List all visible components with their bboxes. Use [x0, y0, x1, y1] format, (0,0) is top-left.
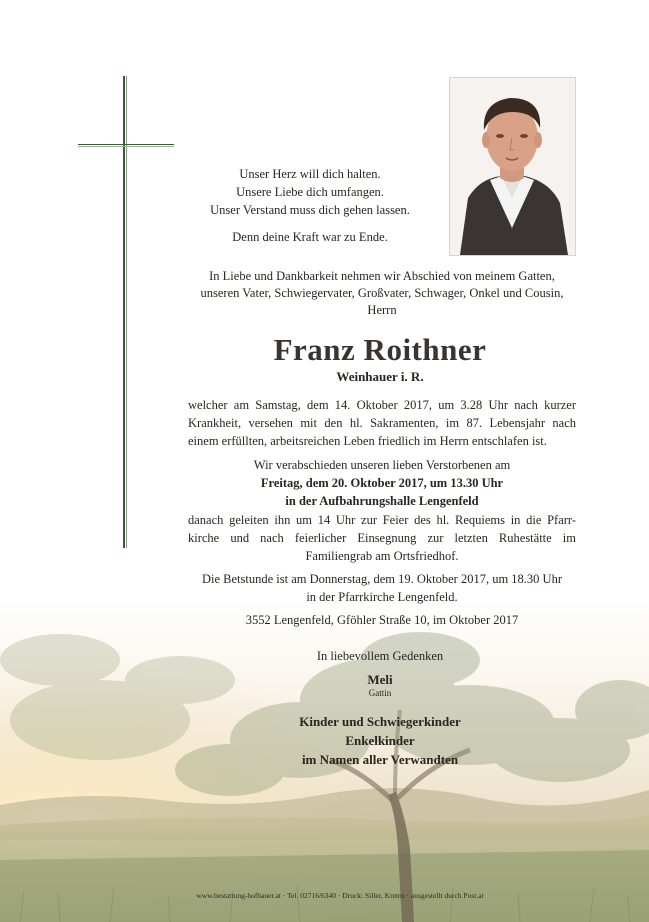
- poem-line: Unser Verstand muss dich gehen lassen.: [210, 203, 410, 217]
- death-notice: [188, 396, 576, 450]
- farewell-date: Freitag, dem 20. Oktober 2017, um 13.30 Uhr: [260, 476, 504, 490]
- mourners-line: Enkelkinder: [345, 733, 415, 748]
- mourners-intro: In liebevollem Gedenken: [316, 649, 444, 663]
- cross-horizontal-shadow: [78, 146, 174, 147]
- farewell-info: [188, 456, 576, 510]
- mourner-wife-relation: Gattin: [368, 688, 392, 698]
- burial-line: danach geleiten ihn um 14 Uhr zur Feier des hl. Requiems in die Pfarr-: [188, 513, 576, 527]
- burial-line: kirche und nach feierlicher Einsegnung zur letzten Ruhestätte im: [188, 531, 576, 545]
- death-notice-line: welcher am Samstag, dem 14. Oktober 2017, um 3.28 Uhr nach kurzer: [188, 398, 576, 412]
- prayer-hour: [188, 570, 576, 606]
- burial-line: Familiengrab am Ortsfriedhof.: [305, 549, 459, 563]
- mourners-line: im Namen aller Verwandten: [301, 752, 459, 767]
- poem-line: Denn deine Kraft war zu Ende.: [232, 230, 388, 244]
- mourners-line: Kinder und Schwiegerkinder: [299, 714, 461, 729]
- intro-text: [188, 268, 576, 319]
- poem-line: Unser Herz will dich halten.: [239, 167, 381, 181]
- deceased-portrait-photo: [449, 77, 576, 256]
- prayer-line: Die Betstunde ist am Donnerstag, dem 19. Oktober 2017, um 18.30 Uhr: [201, 572, 563, 586]
- intro-line: unseren Vater, Schwiegervater, Großvater, Schwager, Onkel und Cousin,: [200, 286, 564, 300]
- poem-line: Unsere Liebe dich umfangen.: [236, 185, 384, 199]
- poem: [175, 166, 445, 247]
- intro-line: In Liebe und Dankbarkeit nehmen wir Abschied von meinem Gatten,: [209, 269, 555, 283]
- intro-line: Herrn: [367, 303, 397, 317]
- deceased-name: Franz Roithner: [273, 332, 487, 367]
- prayer-line: in der Pfarrkirche Lengenfeld.: [306, 590, 458, 604]
- address-date: 3552 Lengenfeld, Gföhler Straße 10, im Oktober 2017: [245, 613, 519, 627]
- portrait-illustration: [450, 78, 575, 255]
- cross-horizontal-beam: [78, 144, 174, 145]
- death-notice-line: einem erfüllten, arbeitsreichen Leben friedlich im Herrn entschlafen ist.: [188, 434, 547, 448]
- deceased-occupation: Weinhauer i. R.: [336, 369, 424, 384]
- mourners-family: [210, 712, 550, 769]
- footer-imprint: www.bestattung-hofbauer.at · Tel. 02716/6340 · Druck: Siller, Krems · ausgestellt durch Post.at: [196, 891, 484, 900]
- farewell-location: in der Aufbahrungshalle Lengenfeld: [285, 494, 479, 508]
- burial-info: [188, 511, 576, 565]
- farewell-line: Wir verabschieden unseren lieben Verstorbenen am: [253, 458, 511, 472]
- death-notice-line: Krankheit, versehen mit den hl. Sakramenten, im 87. Lebensjahr nach: [188, 416, 576, 430]
- mourner-wife-name: Meli: [367, 672, 393, 687]
